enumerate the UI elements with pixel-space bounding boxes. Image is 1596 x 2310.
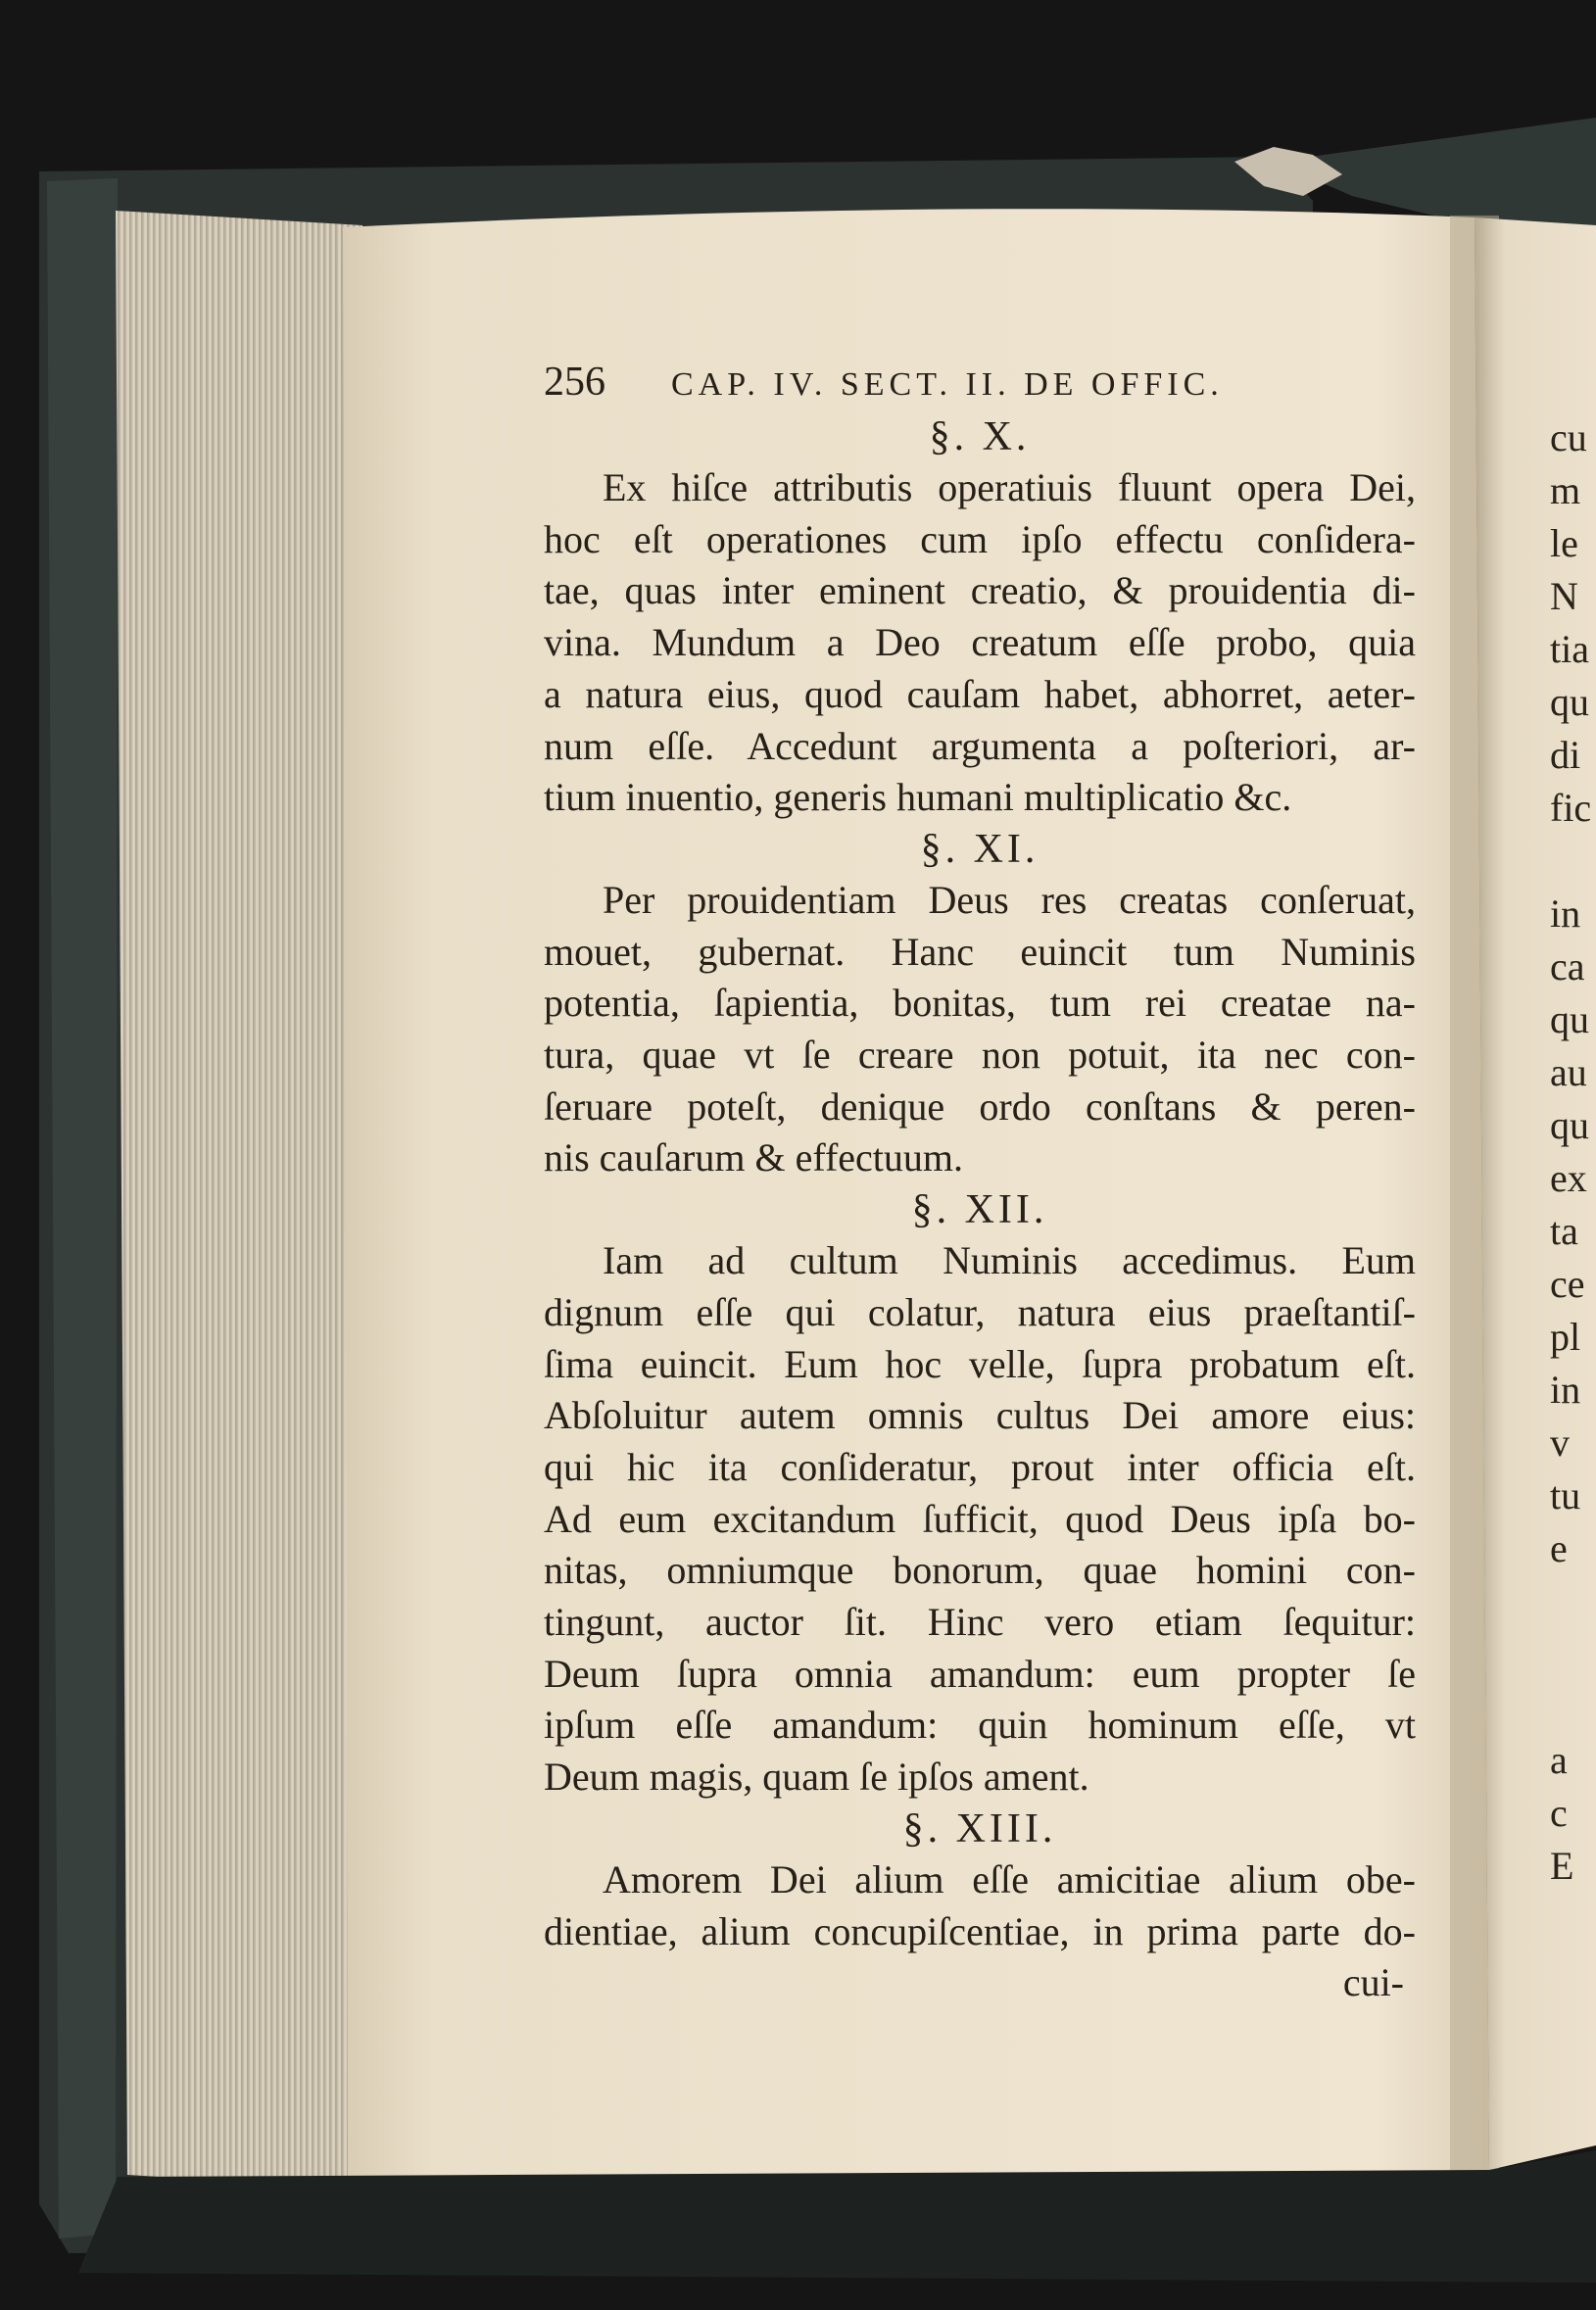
left-page-text <box>544 353 1416 2008</box>
facing-line-fragment: N <box>1550 574 1578 618</box>
page-edges <box>116 211 364 2190</box>
facing-line-fragment: fic <box>1550 786 1592 830</box>
text-line: tium inuentio, generis humani multiplicatio &c. <box>544 775 1292 820</box>
section-heading: §. XII. <box>911 1187 1048 1233</box>
facing-line-fragment: tu <box>1550 1473 1581 1517</box>
text-line: ſeruare poteſt, denique ordo conſtans & peren- <box>544 1083 1416 1129</box>
text-line: Deum magis, quam ſe ipſos ament. <box>544 1755 1089 1800</box>
facing-line-fragment: ta <box>1550 1209 1578 1253</box>
paragraph <box>544 462 1416 824</box>
text-line: dignum eſſe qui colatur, natura eius praeſtantiſ- <box>544 1289 1416 1334</box>
facing-line-fragment <box>1550 835 1596 888</box>
facing-line-fragment: in <box>1550 891 1581 936</box>
text-line: num eſſe. Accedunt argumenta a poſteriori, ar- <box>544 723 1416 768</box>
text-line: potentia, ſapientia, bonitas, tum rei creatae na- <box>544 981 1416 1026</box>
facing-line-fragment: ca <box>1550 944 1585 988</box>
facing-line-fragment: a <box>1550 1738 1568 1782</box>
facing-line-fragment: au <box>1550 1050 1587 1094</box>
text-line: ſima euincit. Eum hoc velle, ſupra probatum eſt. <box>544 1341 1416 1386</box>
facing-line-fragment: cu <box>1550 415 1587 459</box>
facing-line-fragment: ce <box>1550 1262 1585 1306</box>
page-number: 256 <box>544 360 605 405</box>
text-line: hoc eſt operationes cum ipſo effectu conſidera- <box>544 516 1416 561</box>
body-text <box>544 411 1416 1957</box>
running-title: CAP. IV. SECT. II. DE OFFIC. <box>671 366 1224 403</box>
facing-line-fragment: qu <box>1550 680 1589 724</box>
facing-line-fragment: m <box>1550 468 1581 512</box>
cover-highlight <box>47 178 118 2238</box>
facing-line-fragment: ex <box>1550 1156 1587 1200</box>
facing-line-fragment: E <box>1550 1844 1574 1888</box>
facing-page-text <box>1550 411 1596 1893</box>
paragraph <box>544 875 1416 1184</box>
facing-line-fragment: qu <box>1550 1103 1589 1147</box>
facing-line-fragment <box>1550 1628 1596 1681</box>
facing-line-fragment: di <box>1550 733 1581 777</box>
section-heading: §. XI. <box>920 826 1040 872</box>
facing-line-fragment: e <box>1550 1526 1568 1570</box>
text-line: tae, quas inter eminent creatio, & prouidentia di- <box>544 568 1416 613</box>
text-line: dientiae, alium concupiſcentiae, in prima parte do- <box>544 1908 1416 1953</box>
text-line: mouet, gubernat. Hanc euincit tum Numinis <box>544 929 1416 974</box>
facing-line-fragment: tia <box>1550 627 1589 671</box>
text-line: Ex hiſce attributis operatiuis fluunt opera Dei, <box>603 465 1416 509</box>
text-line: Deum ſupra omnia amandum: eum propter ſe <box>544 1651 1416 1696</box>
facing-line-fragment: qu <box>1550 997 1589 1041</box>
text-line: ipſum eſſe amandum: quin hominum eſſe, vt <box>544 1703 1416 1748</box>
catchword: cui- <box>1342 1960 1404 2005</box>
paragraph <box>544 1854 1416 1957</box>
text-line: Ad eum excitandum ſufficit, quod Deus ipſa bo- <box>544 1496 1416 1541</box>
section-heading: §. X. <box>929 414 1031 459</box>
text-line: Iam ad cultum Numinis accedimus. Eum <box>603 1238 1416 1283</box>
facing-line-fragment: le <box>1550 521 1578 565</box>
facing-line-fragment: pl <box>1550 1315 1581 1359</box>
facing-line-fragment: in <box>1550 1368 1581 1412</box>
text-line: tingunt, auctor ſit. Hinc vero etiam ſequitur: <box>544 1600 1416 1645</box>
text-line: vina. Mundum a Deo creatum eſſe probo, quia <box>544 620 1416 665</box>
text-line: Amorem Dei alium eſſe amicitiae alium obe- <box>603 1856 1416 1901</box>
facing-line-fragment: c <box>1550 1791 1568 1835</box>
section-heading: §. XIII. <box>902 1805 1057 1852</box>
facing-line-fragment: v <box>1550 1420 1570 1465</box>
text-line: nitas, omniumque bonorum, quae homini con- <box>544 1548 1416 1593</box>
text-line: Abſoluitur autem omnis cultus Dei amore eius: <box>544 1393 1416 1438</box>
text-line: a natura eius, quod cauſam habet, abhorret, aeter- <box>544 671 1416 716</box>
text-line: nis cauſarum & effectuum. <box>544 1135 964 1180</box>
paragraph <box>544 1235 1416 1804</box>
running-head <box>544 353 1416 411</box>
text-line: Per prouidentiam Deus res creatas conſeruat, <box>603 877 1416 922</box>
facing-line-fragment <box>1550 1575 1596 1628</box>
text-line: qui hic ita conſideratur, prout inter officia eſt. <box>544 1444 1416 1489</box>
text-line: tura, quae vt ſe creare non potuit, ita nec con- <box>544 1033 1416 1078</box>
facing-line-fragment <box>1550 1681 1596 1734</box>
